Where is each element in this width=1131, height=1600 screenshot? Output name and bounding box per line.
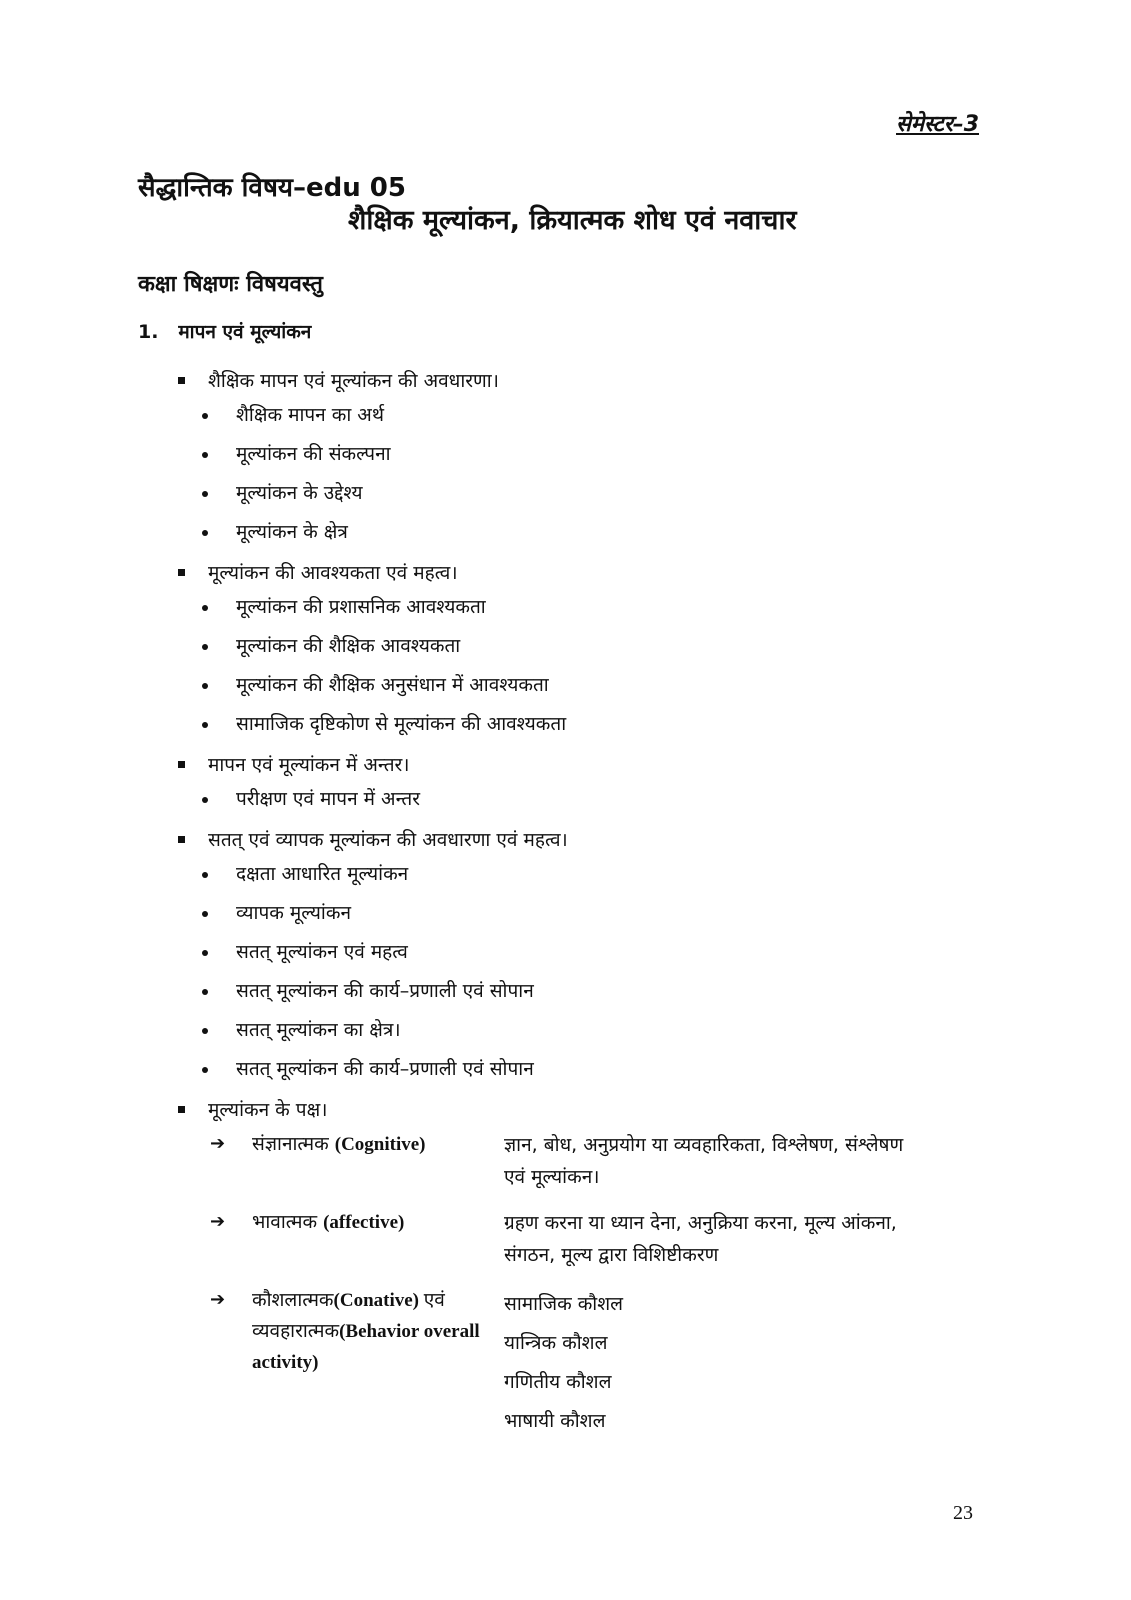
list-item-text: मूल्यांकन के क्षेत्र [236, 521, 348, 543]
unit-number: 1. [138, 321, 159, 343]
aspect-term-part: एवं व्यवहारात्मक [252, 1289, 445, 1342]
aspect-description-line: सामाजिक कौशल [504, 1293, 624, 1315]
topic-list [178, 360, 998, 1455]
list-item [178, 780, 998, 819]
round-bullet-icon [202, 797, 208, 803]
topic-title: मापन एवं मूल्यांकन में अन्तर। [208, 754, 410, 776]
aspect-term-part: कौशलात्मक [252, 1289, 334, 1311]
list-item [178, 666, 998, 705]
list-item-text: दक्षता आधारित मूल्यांकन [236, 863, 409, 885]
list-item-text: व्यापक मूल्यांकन [236, 902, 351, 924]
list-item [178, 588, 998, 627]
list-item-text: परीक्षण एवं मापन में अन्तर [236, 788, 421, 810]
list-item [178, 972, 998, 1011]
list-item-text: सतत् मूल्यांकन की कार्य–प्रणाली एवं सोपान [236, 980, 534, 1002]
list-item [178, 1050, 998, 1089]
list-item [178, 894, 998, 933]
round-bullet-icon [202, 1028, 208, 1034]
list-item [178, 513, 998, 552]
aspect-term [252, 1285, 504, 1441]
topic-title: मूल्यांकन की आवश्यकता एवं महत्व। [208, 562, 458, 584]
round-bullet-icon [202, 950, 208, 956]
list-item [178, 396, 998, 435]
arrow-right-icon: ➔ [210, 1211, 226, 1232]
aspect-term-part: संज्ञानात्मक [252, 1133, 335, 1155]
round-bullet-icon [202, 989, 208, 995]
aspect-row [178, 1207, 998, 1271]
list-item [178, 705, 998, 744]
square-bullet-icon [178, 761, 185, 768]
aspect-description [504, 1129, 924, 1193]
arrow-right-icon: ➔ [210, 1133, 226, 1154]
round-bullet-icon [202, 722, 208, 728]
round-bullet-icon [202, 683, 208, 689]
round-bullet-icon [202, 530, 208, 536]
section-heading: कक्षा षिक्षणः विषयवस्तु [138, 272, 323, 297]
aspect-term [252, 1207, 504, 1271]
aspect-description-line: ज्ञान, बोध, अनुप्रयोग या व्यवहारिकता, विश्लेषण, संश्लेषण एवं मूल्यांकन। [504, 1134, 904, 1188]
round-bullet-icon [202, 872, 208, 878]
unit-heading [138, 318, 311, 344]
topic-heading [178, 366, 998, 396]
aspect-description [504, 1207, 924, 1271]
list-item-text: मूल्यांकन की प्रशासनिक आवश्यकता [236, 596, 486, 618]
topic-title: मूल्यांकन के पक्ष। [208, 1099, 328, 1121]
list-item [178, 1011, 998, 1050]
aspect-row [178, 1129, 998, 1193]
list-item-text: शैक्षिक मापन का अर्थ [236, 404, 384, 426]
square-bullet-icon [178, 377, 185, 384]
aspect-description-line: यान्त्रिक कौशल [504, 1332, 608, 1354]
list-item-text: मूल्यांकन की शैक्षिक आवश्यकता [236, 635, 461, 657]
aspects-table [178, 1129, 998, 1441]
list-item [178, 933, 998, 972]
aspect-term-part: भावात्मक [252, 1211, 324, 1233]
arrow-right-icon: ➔ [210, 1289, 226, 1310]
list-item-text: मूल्यांकन की शैक्षिक अनुसंधान में आवश्यकता [236, 674, 549, 696]
round-bullet-icon [202, 413, 208, 419]
aspect-term-part: (Behavior overall activity) [252, 1321, 480, 1373]
aspect-description-line: भाषायी कौशल [504, 1410, 606, 1432]
aspect-description-line: गणितीय कौशल [504, 1371, 612, 1393]
aspect-description [504, 1285, 924, 1441]
list-item-text: मूल्यांकन के उद्देश्य [236, 482, 363, 504]
round-bullet-icon [202, 452, 208, 458]
subject-title: शैक्षिक मूल्यांकन, क्रियात्मक शोध एवं नवाचार [348, 205, 797, 236]
subject-code-line: सैद्धान्तिक विषय–edu 05 [138, 173, 406, 203]
semester-label: सेमेस्टर–3 [896, 112, 979, 137]
topic-title: शैक्षिक मापन एवं मूल्यांकन की अवधारणा। [208, 370, 499, 392]
list-item-text: सतत् मूल्यांकन की कार्य–प्रणाली एवं सोपान [236, 1058, 534, 1080]
list-item [178, 474, 998, 513]
square-bullet-icon [178, 836, 185, 843]
aspect-term-part: (Cognitive) [334, 1134, 426, 1155]
round-bullet-icon [202, 1067, 208, 1073]
list-item-text: सतत् मूल्यांकन का क्षेत्र। [236, 1019, 401, 1041]
list-item-text: मूल्यांकन की संकल्पना [236, 443, 391, 465]
round-bullet-icon [202, 605, 208, 611]
aspect-description-line: ग्रहण करना या ध्यान देना, अनुक्रिया करना, मूल्य आंकना, संगठन, मूल्य द्वारा विशिष्टीकरण [504, 1212, 897, 1266]
unit-title: मापन एवं मूल्यांकन [178, 321, 312, 343]
topic-heading [178, 558, 998, 588]
square-bullet-icon [178, 1106, 185, 1113]
topic-heading [178, 750, 998, 780]
topic-title: सतत् एवं व्यापक मूल्यांकन की अवधारणा एवं महत्व। [208, 829, 568, 851]
aspect-row [178, 1285, 998, 1441]
round-bullet-icon [202, 911, 208, 917]
square-bullet-icon [178, 569, 185, 576]
list-item-text: सामाजिक दृष्टिकोण से मूल्यांकन की आवश्यकता [236, 713, 567, 735]
round-bullet-icon [202, 644, 208, 650]
list-item [178, 627, 998, 666]
aspect-term-part: (affective) [323, 1212, 405, 1233]
aspect-term [252, 1129, 504, 1193]
round-bullet-icon [202, 491, 208, 497]
topic-heading [178, 825, 998, 855]
list-item [178, 855, 998, 894]
page-number: 23 [953, 1502, 973, 1524]
list-item [178, 435, 998, 474]
list-item-text: सतत् मूल्यांकन एवं महत्व [236, 941, 408, 963]
aspect-term-part: (Conative) [333, 1290, 424, 1311]
topic-heading [178, 1095, 998, 1125]
